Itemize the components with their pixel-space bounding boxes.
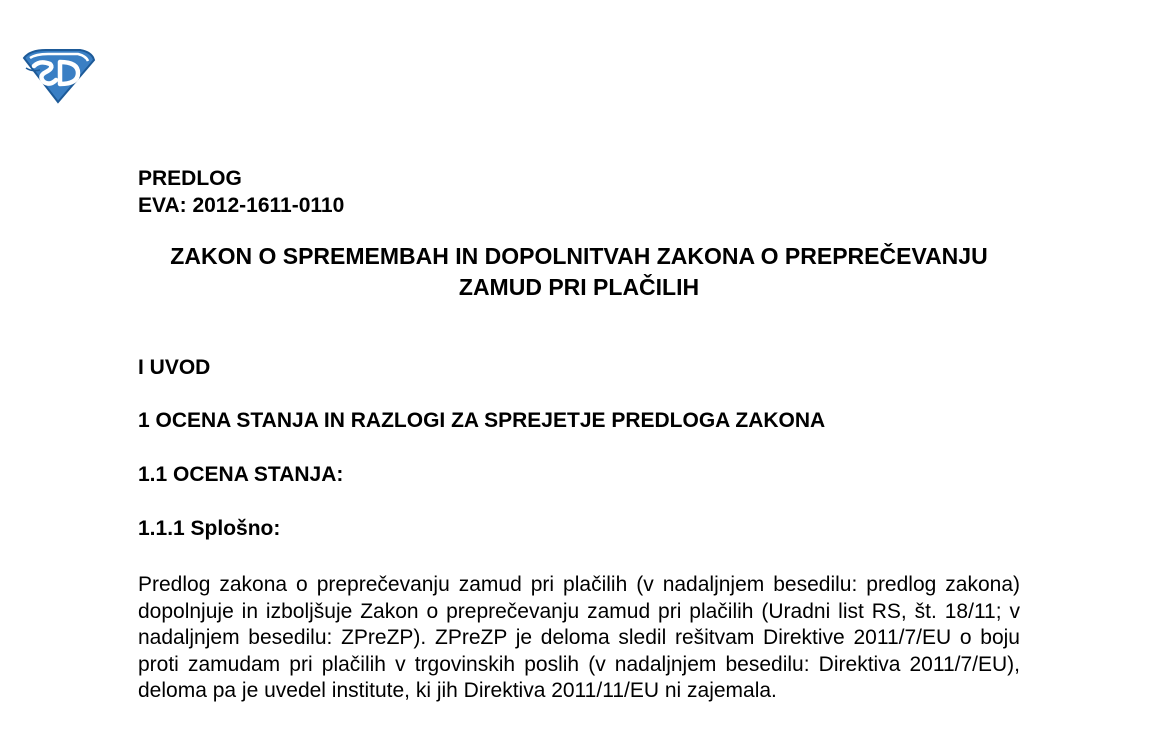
document-body [138, 165, 1020, 705]
section-intro-heading: I UVOD [138, 356, 211, 379]
proposal-label: PREDLOG [138, 167, 242, 190]
heading-1-1: 1.1 OCENA STANJA: [138, 463, 344, 486]
sd-logo-icon [20, 46, 96, 104]
eva-number: EVA: 2012-1611-0110 [138, 194, 345, 217]
paragraph-general: Predlog zakona o preprečevanju zamud pri plačilih (v nadaljnjem besedilu: predlog zakona) dopolnjuje in izboljšuje Zakon o preprečevanju zamud pri plačilih (Uradni list RS, št. 18/11; v nadaljnjem besedilu: ZPreZP). ZPreZP je deloma sledil rešitvam Direktive 2011/7/EU o boju proti zamudam pri plačilih v trgovinskih poslih (v nadaljnjem besedilu: Direktiva 2011/7/EU), deloma pa je uvedel institute, ki jih Direktiva 2011/11/EU ni zajemala. [138, 573, 1020, 702]
heading-1: 1 OCENA STANJA IN RAZLOGI ZA SPREJETJE PREDLOGA ZAKONA [138, 409, 826, 432]
heading-1-1-1: 1.1.1 Splošno: [138, 517, 281, 540]
law-title: ZAKON O SPREMEMBAH IN DOPOLNITVAH ZAKONA O PREPREČEVANJU ZAMUD PRI PLAČILIH [170, 243, 988, 300]
